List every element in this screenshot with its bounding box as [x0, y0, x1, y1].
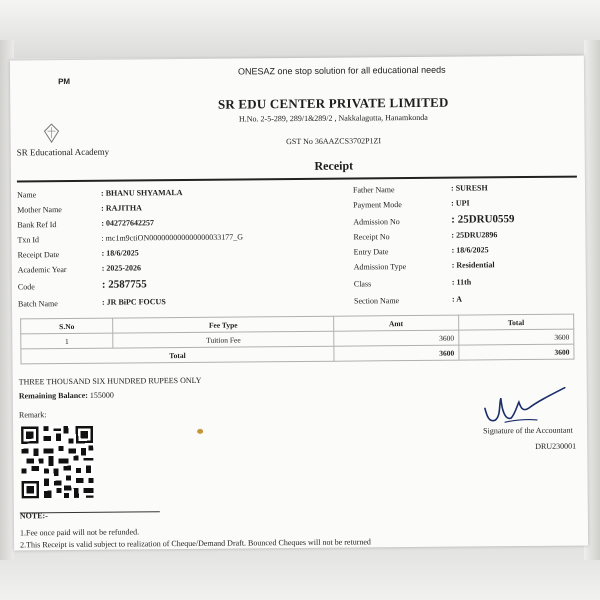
- remaining-balance: [19, 391, 114, 401]
- label-admission-type: Admission Type: [353, 262, 407, 272]
- receipt-paper: [10, 56, 588, 551]
- label-batch-name: Batch Name: [17, 299, 58, 309]
- amount-in-words: THREE THOUSAND SIX HUNDRED RUPEES ONLY: [18, 375, 202, 387]
- label-father-name: Father Name: [352, 185, 395, 195]
- total-amt: 3600: [334, 345, 459, 361]
- value-receipt-date: : 18/6/2025: [101, 248, 139, 258]
- value-code: : 2587755: [101, 278, 147, 291]
- qr-code-icon: [21, 426, 94, 499]
- value-section-name: : A: [451, 294, 463, 304]
- cell-sno: 1: [21, 333, 113, 349]
- value-academic-year: : 2025-2026: [101, 263, 142, 273]
- remaining-balance-value: 155000: [89, 390, 114, 400]
- notes-divider: [20, 511, 160, 513]
- label-payment-mode: Payment Mode: [353, 200, 402, 210]
- label-mother-name: Mother Name: [17, 205, 62, 215]
- value-payment-mode: : UPI: [451, 198, 470, 208]
- value-bank-ref: : 042727642257: [101, 218, 155, 228]
- value-admission-no: : 25DRU0559: [451, 213, 515, 226]
- label-name: Name: [17, 190, 37, 200]
- col-header-sno: S.No: [21, 318, 113, 334]
- academy-name: SR Educational Academy: [16, 146, 110, 158]
- label-bank-ref: Bank Ref Id: [17, 220, 57, 230]
- page-title: Receipt: [314, 158, 354, 173]
- notes-title: NOTE:-: [19, 511, 48, 521]
- total-label: Total: [21, 346, 334, 364]
- note-item: 2.This Receipt is valid subject to realization of Cheque/Demand Draft. Bounced Cheques will not be returned: [20, 537, 371, 550]
- cell-total: 3600: [459, 329, 574, 345]
- paper-stain: [197, 429, 203, 434]
- value-receipt-no: : 25DRU2896: [451, 230, 498, 240]
- value-entry-date: : 18/6/2025: [451, 245, 489, 255]
- remark-label: Remark:: [18, 410, 47, 420]
- col-header-fee-type: Fee Type: [113, 316, 334, 333]
- label-txn-id: Txn Id: [17, 235, 40, 245]
- col-header-amt: Amt: [334, 315, 459, 331]
- value-txn-id: : mc1m9ctiON000000000000000033177_G: [101, 232, 244, 243]
- label-receipt-date: Receipt Date: [17, 250, 60, 260]
- note-item: 1.Fee once paid will not be refunded.: [19, 527, 140, 538]
- cell-fee-type: Tuition Fee: [113, 331, 334, 348]
- gst-number: GST No 36AAZCS3702P1ZI: [286, 136, 382, 147]
- scan-border-top: [0, 0, 600, 58]
- scan-border-bottom: [0, 546, 600, 600]
- fee-table: [20, 314, 574, 365]
- value-name: : BHANU SHYAMALA: [100, 188, 183, 198]
- label-entry-date: Entry Date: [353, 247, 389, 257]
- label-code: Code: [17, 282, 35, 292]
- value-mother-name: : RAJITHA: [101, 203, 142, 213]
- remaining-balance-label: Remaining Balance:: [18, 390, 88, 401]
- label-admission-no: Admission No: [353, 217, 400, 227]
- col-header-total: Total: [458, 314, 573, 330]
- value-admission-type: : Residential: [451, 260, 495, 270]
- cell-amt: 3600: [334, 330, 459, 346]
- label-receipt-no: Receipt No: [353, 232, 390, 242]
- company-name: SR EDU CENTER PRIVATE LIMITED: [217, 94, 449, 112]
- total-total: 3600: [459, 344, 574, 360]
- company-address: H.No. 2-5-289, 289/1&289/2 , Nakkalagutta, Hanamkonda: [238, 112, 428, 124]
- time-marker: PM: [58, 76, 71, 87]
- accountant-code: DRU230001: [535, 441, 577, 451]
- value-batch-name: : JR BiPC FOCUS: [101, 297, 166, 307]
- label-section-name: Section Name: [353, 296, 400, 306]
- signature-scribble: [475, 386, 571, 431]
- value-class: : 11th: [451, 277, 472, 287]
- label-academic-year: Academic Year: [17, 265, 67, 275]
- label-class: Class: [353, 279, 372, 289]
- header-divider: [17, 176, 577, 183]
- tagline: ONESAZ one stop solution for all educational needs: [237, 64, 446, 77]
- value-father-name: : SURESH: [450, 183, 488, 193]
- signature-label: Signature of the Accountant: [483, 425, 573, 436]
- academy-logo-icon: [40, 122, 62, 144]
